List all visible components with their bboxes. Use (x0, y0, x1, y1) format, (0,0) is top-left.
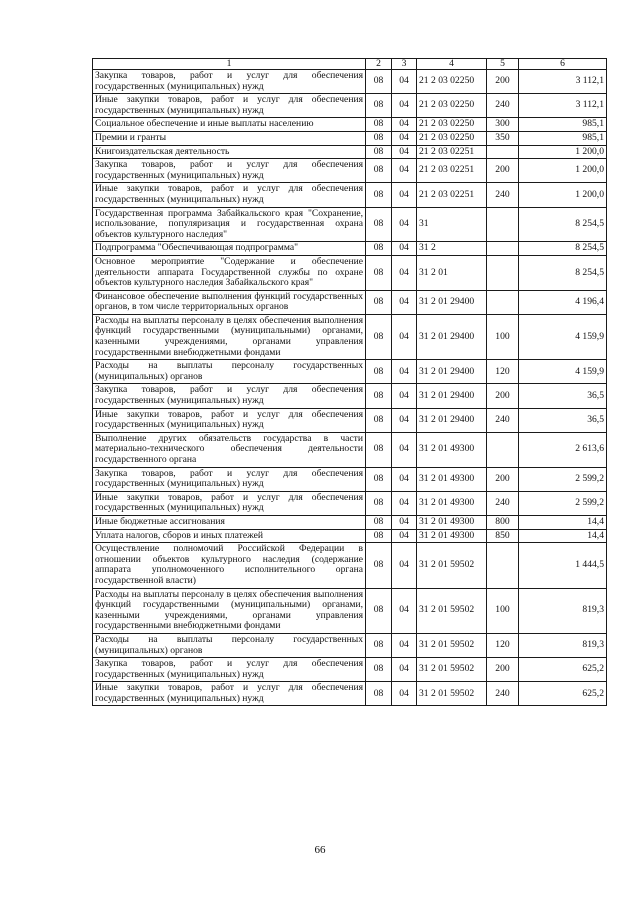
subsection-code-cell: 04 (392, 658, 417, 682)
target-article-cell: 31 2 01 49300 (417, 467, 487, 491)
page-number: 66 (314, 844, 326, 856)
table-row (93, 314, 607, 359)
amount-cell: 8 254,5 (519, 207, 607, 242)
target-article-cell: 31 2 01 49300 (417, 491, 487, 515)
expense-name-cell: Государственная программа Забайкальского края "Сохранение, использование, популяризация и государственная охрана объектов культурного наследия" (93, 207, 366, 242)
target-article-cell: 31 2 01 49300 (417, 515, 487, 529)
amount-cell: 36,5 (519, 408, 607, 432)
table-row (93, 255, 607, 290)
section-code-cell: 08 (366, 255, 392, 290)
section-code-cell: 08 (366, 360, 392, 384)
amount-cell: 2 613,6 (519, 432, 607, 467)
column-header: 2 (366, 59, 392, 70)
section-code-cell: 08 (366, 290, 392, 314)
amount-cell: 2 599,2 (519, 467, 607, 491)
expense-type-cell: 350 (487, 131, 519, 145)
target-article-cell: 21 2 03 02250 (417, 131, 487, 145)
table-body (93, 70, 607, 706)
subsection-code-cell: 04 (392, 207, 417, 242)
amount-cell: 1 200,0 (519, 145, 607, 159)
expense-name-cell: Иные закупки товаров, работ и услуг для обеспечения государственных (муниципальных) нужд (93, 94, 366, 118)
column-header: 6 (519, 59, 607, 70)
expense-type-cell (487, 432, 519, 467)
target-article-cell: 31 2 01 29400 (417, 290, 487, 314)
table-row (93, 242, 607, 256)
expense-type-cell: 800 (487, 515, 519, 529)
target-article-cell: 31 2 (417, 242, 487, 256)
amount-cell: 4 196,4 (519, 290, 607, 314)
table-row (93, 183, 607, 207)
expense-name-cell: Закупка товаров, работ и услуг для обеспечения государственных (муниципальных) нужд (93, 658, 366, 682)
expense-name-cell: Финансовое обеспечение выполнения функций государственных органов, в том числе территориальных органов (93, 290, 366, 314)
section-code-cell: 08 (366, 408, 392, 432)
section-code-cell: 08 (366, 207, 392, 242)
table-row (93, 384, 607, 408)
subsection-code-cell: 04 (392, 633, 417, 657)
amount-cell: 4 159,9 (519, 360, 607, 384)
table-row (93, 682, 607, 706)
amount-cell: 2 599,2 (519, 491, 607, 515)
section-code-cell: 08 (366, 145, 392, 159)
amount-cell: 4 159,9 (519, 314, 607, 359)
expense-type-cell: 200 (487, 384, 519, 408)
subsection-code-cell: 04 (392, 588, 417, 633)
section-code-cell: 08 (366, 131, 392, 145)
section-code-cell: 08 (366, 515, 392, 529)
expense-type-cell: 240 (487, 94, 519, 118)
amount-cell: 14,4 (519, 529, 607, 543)
table-row (93, 588, 607, 633)
expense-type-cell: 100 (487, 314, 519, 359)
expense-name-cell: Расходы на выплаты персоналу государственных (муниципальных) органов (93, 360, 366, 384)
target-article-cell: 21 2 03 02251 (417, 145, 487, 159)
section-code-cell: 08 (366, 118, 392, 132)
expense-name-cell: Расходы на выплаты персоналу государственных (муниципальных) органов (93, 633, 366, 657)
amount-cell: 819,3 (519, 588, 607, 633)
expense-type-cell (487, 207, 519, 242)
amount-cell: 625,2 (519, 658, 607, 682)
section-code-cell: 08 (366, 70, 392, 94)
section-code-cell: 08 (366, 491, 392, 515)
amount-cell: 1 200,0 (519, 159, 607, 183)
table-row (93, 543, 607, 588)
column-header: 1 (93, 59, 366, 70)
table-row (93, 529, 607, 543)
subsection-code-cell: 04 (392, 543, 417, 588)
section-code-cell: 08 (366, 159, 392, 183)
section-code-cell: 08 (366, 94, 392, 118)
table-row (93, 432, 607, 467)
subsection-code-cell: 04 (392, 242, 417, 256)
expense-type-cell: 850 (487, 529, 519, 543)
section-code-cell: 08 (366, 543, 392, 588)
table-row (93, 633, 607, 657)
subsection-code-cell: 04 (392, 529, 417, 543)
section-code-cell: 08 (366, 658, 392, 682)
target-article-cell: 31 2 01 29400 (417, 408, 487, 432)
expense-type-cell: 120 (487, 360, 519, 384)
subsection-code-cell: 04 (392, 145, 417, 159)
amount-cell: 3 112,1 (519, 70, 607, 94)
expense-type-cell: 200 (487, 467, 519, 491)
expense-name-cell: Иные закупки товаров, работ и услуг для обеспечения государственных (муниципальных) нужд (93, 408, 366, 432)
subsection-code-cell: 04 (392, 290, 417, 314)
amount-cell: 625,2 (519, 682, 607, 706)
amount-cell: 985,1 (519, 118, 607, 132)
expense-type-cell: 240 (487, 408, 519, 432)
subsection-code-cell: 04 (392, 515, 417, 529)
expense-name-cell: Подпрограмма "Обеспечивающая подпрограмма" (93, 242, 366, 256)
table-row (93, 70, 607, 94)
target-article-cell: 31 2 01 59502 (417, 543, 487, 588)
section-code-cell: 08 (366, 529, 392, 543)
expense-type-cell (487, 242, 519, 256)
target-article-cell: 31 2 01 59502 (417, 588, 487, 633)
subsection-code-cell: 04 (392, 70, 417, 94)
amount-cell: 1 444,5 (519, 543, 607, 588)
expense-name-cell: Иные закупки товаров, работ и услуг для обеспечения государственных (муниципальных) нужд (93, 183, 366, 207)
target-article-cell: 31 2 01 59502 (417, 633, 487, 657)
amount-cell: 985,1 (519, 131, 607, 145)
subsection-code-cell: 04 (392, 682, 417, 706)
amount-cell: 3 112,1 (519, 94, 607, 118)
table-row (93, 290, 607, 314)
section-code-cell: 08 (366, 467, 392, 491)
section-code-cell: 08 (366, 242, 392, 256)
subsection-code-cell: 04 (392, 118, 417, 132)
section-code-cell: 08 (366, 432, 392, 467)
expense-type-cell (487, 290, 519, 314)
expense-type-cell: 240 (487, 183, 519, 207)
expense-name-cell: Иные закупки товаров, работ и услуг для обеспечения государственных (муниципальных) нужд (93, 491, 366, 515)
subsection-code-cell: 04 (392, 408, 417, 432)
target-article-cell: 21 2 03 02250 (417, 94, 487, 118)
expense-name-cell: Расходы на выплаты персоналу в целях обеспечения выполнения функций государственными (муниципальными) органами, казенными учреждениями, органами управления государственными внебюджетными фондами (93, 314, 366, 359)
target-article-cell: 31 2 01 49300 (417, 432, 487, 467)
table-row (93, 159, 607, 183)
subsection-code-cell: 04 (392, 94, 417, 118)
target-article-cell: 31 2 01 49300 (417, 529, 487, 543)
expense-type-cell: 300 (487, 118, 519, 132)
expense-name-cell: Социальное обеспечение и иные выплаты населению (93, 118, 366, 132)
subsection-code-cell: 04 (392, 432, 417, 467)
table-row (93, 360, 607, 384)
expense-type-cell (487, 145, 519, 159)
expense-type-cell: 120 (487, 633, 519, 657)
subsection-code-cell: 04 (392, 314, 417, 359)
column-header: 5 (487, 59, 519, 70)
table-row (93, 207, 607, 242)
amount-cell: 14,4 (519, 515, 607, 529)
amount-cell: 8 254,5 (519, 255, 607, 290)
expense-name-cell: Книгоиздательская деятельность (93, 145, 366, 159)
expense-name-cell: Расходы на выплаты персоналу в целях обеспечения выполнения функций государственными (муниципальными) органами, казенными учреждениями, органами управления государственными внебюджетными фондами (93, 588, 366, 633)
target-article-cell: 21 2 03 02251 (417, 183, 487, 207)
expense-type-cell: 240 (487, 491, 519, 515)
expense-name-cell: Основное мероприятие "Содержание и обеспечение деятельности аппарата Государственной службы по охране объектов культурного наследия Забайкальского края" (93, 255, 366, 290)
target-article-cell: 31 2 01 59502 (417, 682, 487, 706)
target-article-cell: 21 2 03 02251 (417, 159, 487, 183)
expense-type-cell: 100 (487, 588, 519, 633)
subsection-code-cell: 04 (392, 491, 417, 515)
table-header-row (93, 59, 607, 70)
target-article-cell: 21 2 03 02250 (417, 70, 487, 94)
target-article-cell: 31 2 01 29400 (417, 314, 487, 359)
subsection-code-cell: 04 (392, 131, 417, 145)
subsection-code-cell: 04 (392, 384, 417, 408)
target-article-cell: 31 2 01 59502 (417, 658, 487, 682)
expense-name-cell: Премии и гранты (93, 131, 366, 145)
expense-type-cell: 240 (487, 682, 519, 706)
table-row (93, 118, 607, 132)
expense-name-cell: Выполнение других обязательств государства в части материально-технического обеспечения деятельности государственного органа (93, 432, 366, 467)
expense-name-cell: Иные закупки товаров, работ и услуг для обеспечения государственных (муниципальных) нужд (93, 682, 366, 706)
table-row (93, 515, 607, 529)
expense-name-cell: Закупка товаров, работ и услуг для обеспечения государственных (муниципальных) нужд (93, 467, 366, 491)
target-article-cell: 31 2 01 (417, 255, 487, 290)
expense-name-cell: Осуществление полномочий Российской Федерации в отношении объектов культурного наследия (содержание аппарата уполномоченного исполнительного органа государственной власти) (93, 543, 366, 588)
table-row (93, 491, 607, 515)
table-row (93, 658, 607, 682)
table-row (93, 145, 607, 159)
column-header: 3 (392, 59, 417, 70)
target-article-cell: 31 (417, 207, 487, 242)
subsection-code-cell: 04 (392, 467, 417, 491)
target-article-cell: 31 2 01 29400 (417, 384, 487, 408)
expense-type-cell: 200 (487, 70, 519, 94)
section-code-cell: 08 (366, 314, 392, 359)
section-code-cell: 08 (366, 633, 392, 657)
subsection-code-cell: 04 (392, 255, 417, 290)
expense-type-cell: 200 (487, 658, 519, 682)
amount-cell: 1 200,0 (519, 183, 607, 207)
subsection-code-cell: 04 (392, 159, 417, 183)
target-article-cell: 31 2 01 29400 (417, 360, 487, 384)
expense-name-cell: Закупка товаров, работ и услуг для обеспечения государственных (муниципальных) нужд (93, 159, 366, 183)
budget-table (92, 58, 607, 706)
expense-name-cell: Закупка товаров, работ и услуг для обеспечения государственных (муниципальных) нужд (93, 70, 366, 94)
section-code-cell: 08 (366, 682, 392, 706)
subsection-code-cell: 04 (392, 183, 417, 207)
section-code-cell: 08 (366, 183, 392, 207)
subsection-code-cell: 04 (392, 360, 417, 384)
amount-cell: 8 254,5 (519, 242, 607, 256)
expense-type-cell (487, 255, 519, 290)
amount-cell: 36,5 (519, 384, 607, 408)
section-code-cell: 08 (366, 384, 392, 408)
section-code-cell: 08 (366, 588, 392, 633)
table-row (93, 467, 607, 491)
table-row (93, 131, 607, 145)
expense-name-cell: Иные бюджетные ассигнования (93, 515, 366, 529)
target-article-cell: 21 2 03 02250 (417, 118, 487, 132)
column-header: 4 (417, 59, 487, 70)
table-row (93, 408, 607, 432)
amount-cell: 819,3 (519, 633, 607, 657)
expense-name-cell: Уплата налогов, сборов и иных платежей (93, 529, 366, 543)
expense-type-cell (487, 543, 519, 588)
table-row (93, 94, 607, 118)
expense-type-cell: 200 (487, 159, 519, 183)
expense-name-cell: Закупка товаров, работ и услуг для обеспечения государственных (муниципальных) нужд (93, 384, 366, 408)
